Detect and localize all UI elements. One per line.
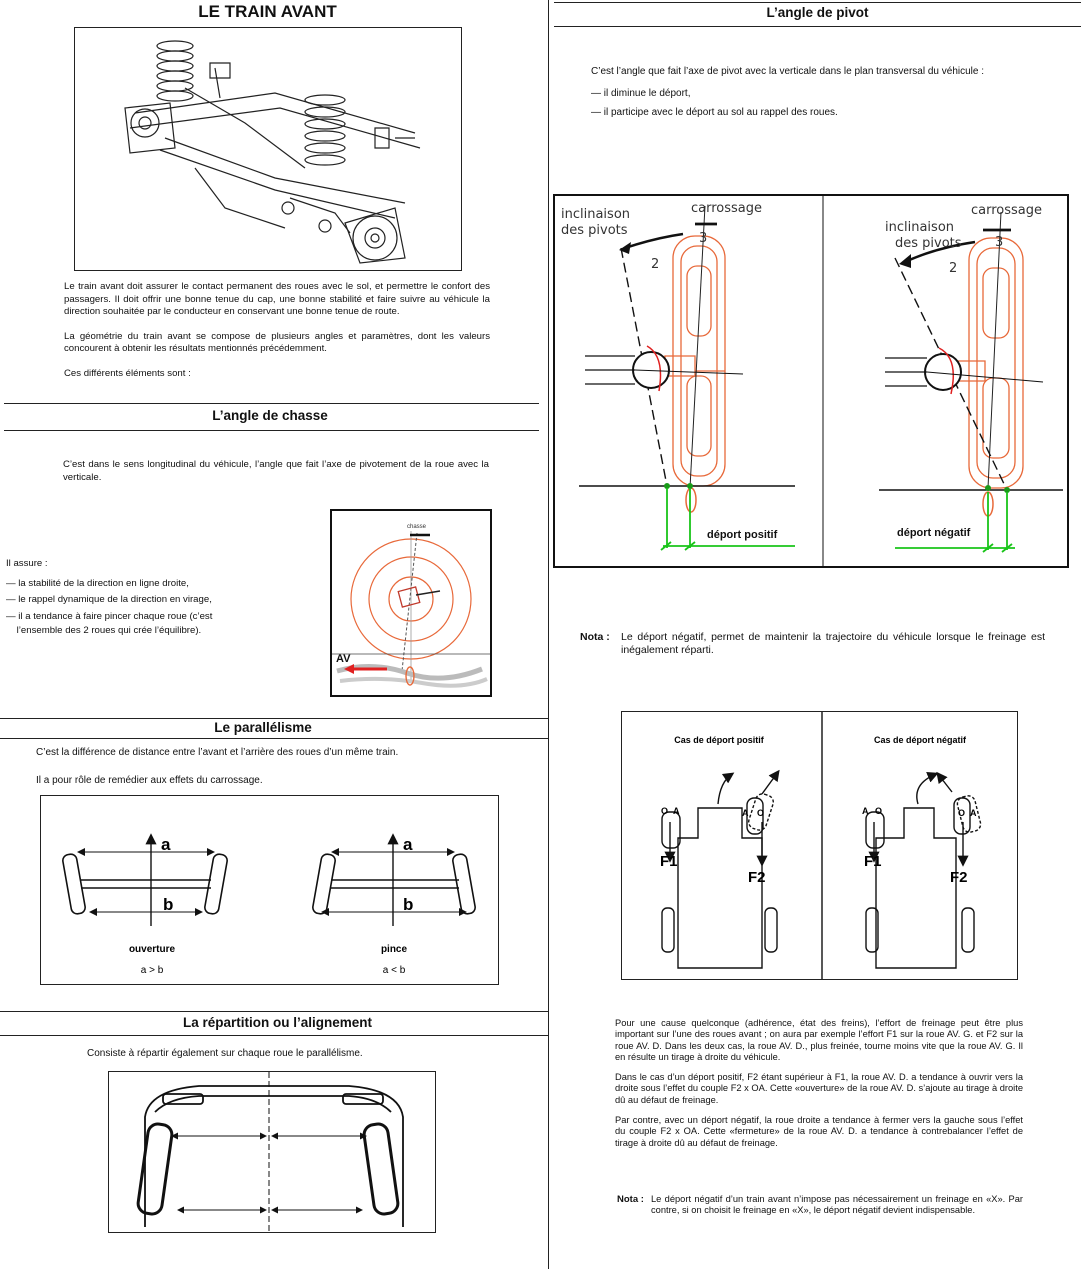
label-a: A [673,806,680,816]
ouverture-label: ouverture [128,944,176,955]
ouverture-diagram [62,836,228,926]
inclinaison-label: inclinaison [561,207,631,222]
braking-cases-figure [621,711,1018,980]
force-f2-label: F2 [950,869,968,886]
chasse-list [6,556,326,636]
list-item: — la stabilité de la direction en ligne droite, [6,577,189,589]
label-a: A [862,806,869,816]
label-o: O [757,808,765,818]
label-o: O [875,806,883,816]
angle-3-label: 3 [995,235,1004,250]
list-item: — il participe avec le déport au sol au rappel des roues. [591,107,838,118]
nota-text: Le déport négatif d’un train avant n’impose pas nécessairement un freinage en «X». Par contre, si on choisit le freinage en «X», le déport négatif devient indispensable. [651,1194,1023,1216]
label-a: a [403,835,413,854]
label-o: O [958,808,966,818]
deport-positif-diagram [561,201,795,550]
list-item: — le rappel dynamique de la direction en virage, [6,594,212,605]
nota-label: Nota : [617,1194,644,1205]
chasse-angle-label: chasse [407,524,427,530]
nota-label: Nota : [580,631,610,643]
paragraph: Par contre, avec un déport négatif, la roue droite a tendance à fermer vers la gauche sous l’effet du couple F2 x OA. Cette «fermeture» de la roue AV. D. a tendance à contrebalancer l’effet de tirage à droite dû au défaut de freinage. [615,1115,1023,1148]
angle-2-label: 2 [651,257,660,272]
chasse-assure-label: Il assure : [6,558,48,569]
repartition-text: Consiste à répartir également sur chaque roue le parallélisme. [87,1048,363,1059]
paragraph: Pour une cause quelconque (adhérence, état des freins), l’effort de freinage peut être plus important sur l’une des roues avant ; on aura par exemple l’effort F1 sur la roue AV. G. et F2 sur la roue AV. D. Dans les deux cas, la roue AV. D., plus freinée, tourne moins vite que la roue AV. G. Il en résulte un tirage à droite du véhicule. [615,1018,1023,1062]
pince-relation: a < b [382,965,406,976]
page-title: LE TRAIN AVANT [198,2,337,21]
des-pivots-label: des pivots [895,236,962,251]
intro-paragraph-1: Le train avant doit assurer le contact permanent des roues avec le sol, et permettre le confort des passagers. Il doit offrir une bonne tenue du cap, une bonne stabilité et faire suivre au véhicule la direction souhaitée par le conducteur en conservant une bonne tenue de route. [64,281,490,318]
label-a: A [742,808,749,818]
deport-positif-label: déport positif [707,529,778,541]
paragraph: Dans le cas d’un déport positif, F2 étant supérieur à F1, la roue AV. D. a tendance à ouvrir vers la droite sous l’effet du couple F2 x OA. Cette «ouverture» de la roue AV. D. s’ajoute au tirage à droite dû au défaut de freinage. [615,1072,1023,1105]
chasse-text: C’est dans le sens longitudinal du véhicule, l’angle que fait l’axe de pivotement de la roue avec la verticale. [63,459,489,483]
cas-deport-negatif-title: Cas de déport négatif [873,735,967,745]
parallelisme-figure [40,795,499,985]
list-item: l’ensemble des 2 roues qui crée l’équilibre). [6,625,202,636]
cas-deport-positif-title: Cas de déport positif [674,735,764,745]
coil-spring-right [305,95,345,165]
list-item: — il a tendance à faire pincer chaque roue (c’est [6,610,213,622]
repartition-figure [108,1071,436,1233]
inclinaison-label: inclinaison [885,220,955,235]
av-label: AV [336,653,351,665]
section-title-repartition: La répartition ou l’alignement [182,1015,373,1030]
angle-3-label: 3 [699,231,708,246]
pivot-list [591,84,1061,122]
suspension-illustration [74,27,462,271]
intro-paragraph-2: La géométrie du train avant se compose de plusieurs angles et paramètres, dont les valeurs concourent à obtenir les résultats mentionnés précédemment. [64,330,490,355]
des-pivots-label: des pivots [561,223,628,238]
pivot-text: C’est l’angle que fait l’axe de pivot avec la verticale dans le plan transversal du véhicule : [591,66,984,77]
braking-explanation [615,1018,1023,1161]
label-a: a [161,835,171,854]
carrossage-label: carrossage [971,203,1043,218]
coil-spring-left [157,41,193,101]
force-f1-label: F1 [864,853,882,870]
label-o: O [661,806,669,816]
intro-text [64,281,490,393]
list-item: — il diminue le déport, [591,88,691,99]
section-title-parallelisme: Le parallélisme [214,720,312,735]
angle-2-label: 2 [949,261,958,276]
force-f2-label: F2 [748,869,766,886]
section-title-chasse: L’angle de chasse [212,408,328,423]
intro-paragraph-3: Ces différents éléments sont : [64,367,191,379]
label-b: b [403,895,414,914]
pivot-figure [553,194,1069,568]
section-title-pivot: L’angle de pivot [766,5,869,20]
label-b: b [163,895,174,914]
nota-text: Le déport négatif, permet de maintenir la trajectoire du véhicule lorsque le freinage est inégalement réparti. [621,631,1045,656]
deport-negatif-diagram [879,203,1063,552]
label-a: A [970,808,977,818]
force-f1-label: F1 [660,853,678,870]
ouverture-relation: a > b [140,965,164,976]
pince-label: pince [380,944,408,955]
chasse-figure [330,509,492,697]
parallelisme-text-2: Il a pour rôle de remédier aux effets du carrossage. [36,775,263,786]
column-divider [548,0,549,1269]
deport-negatif-label: déport négatif [897,527,971,539]
parallelisme-text-1: C’est la différence de distance entre l’avant et l’arrière des roues d’un même train. [36,747,399,758]
carrossage-label: carrossage [691,201,763,216]
pince-diagram [312,836,476,926]
